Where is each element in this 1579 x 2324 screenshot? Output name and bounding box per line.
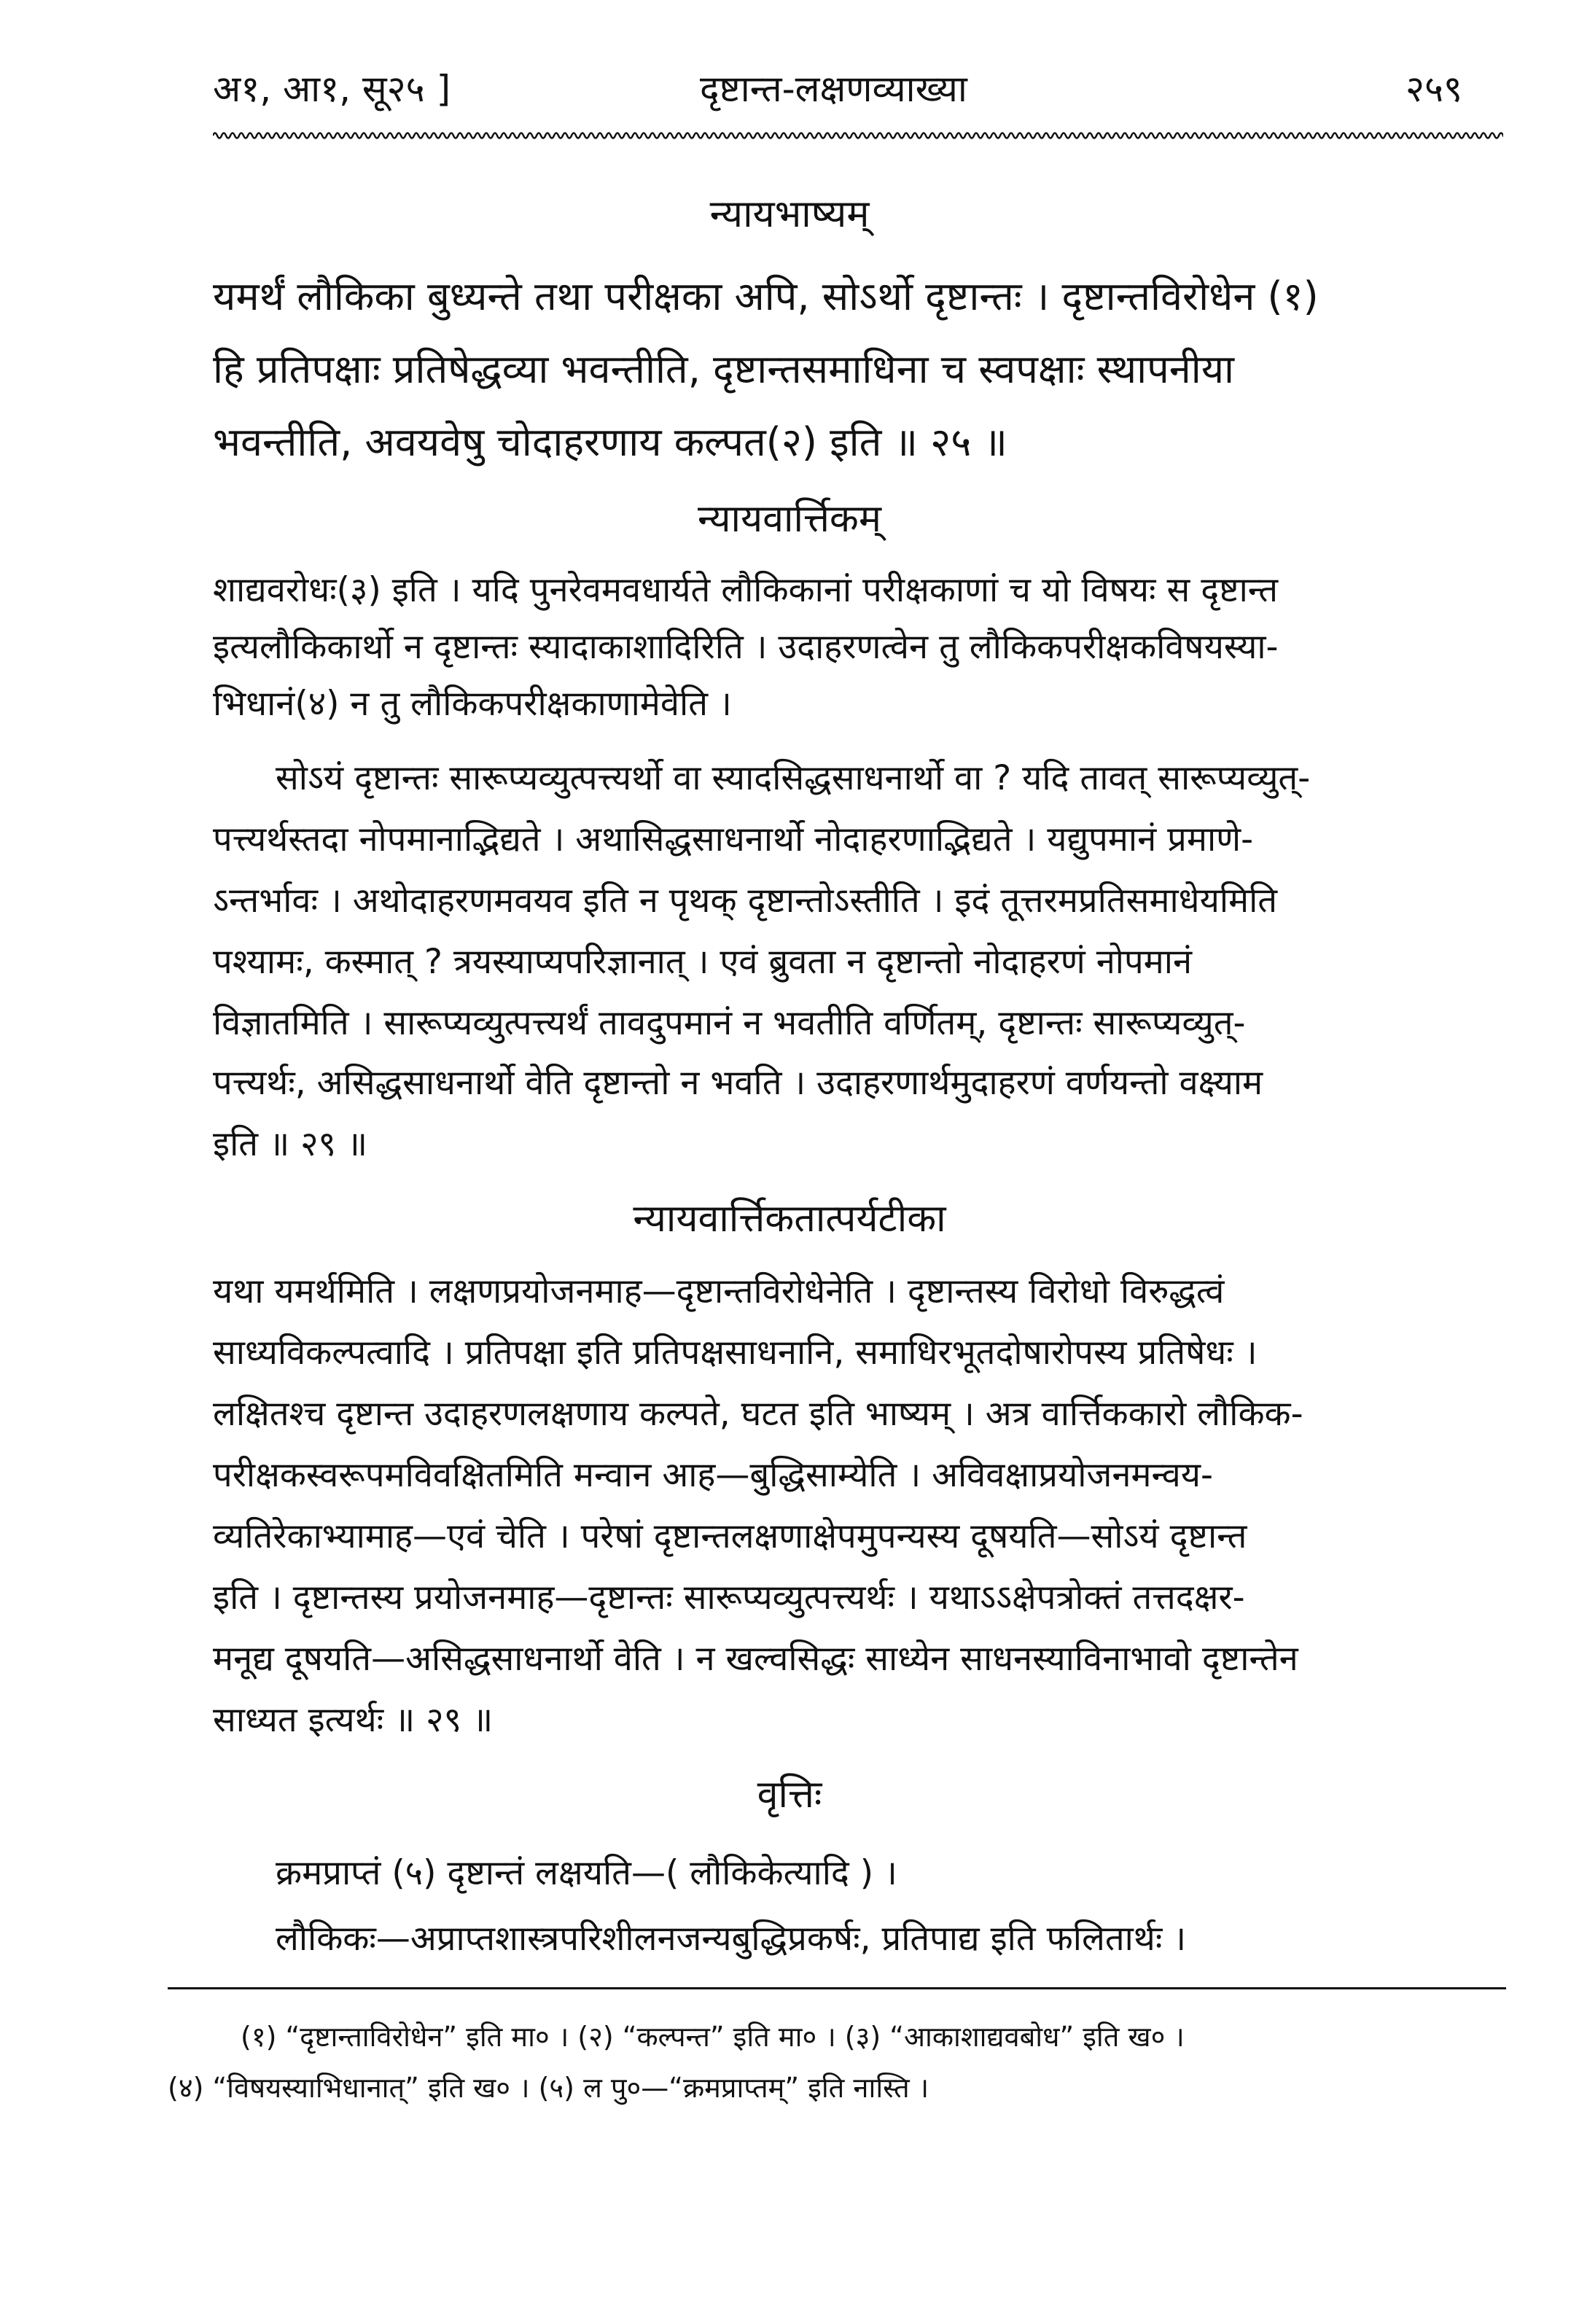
tika-line: साध्यविकल्पत्वादि । प्रतिपक्षा इति प्रतिपक्षसाधनानि, समाधिरभूतदोषारोपस्य प्रतिषेधः । [213, 1333, 1258, 1373]
bhashya-line: यमर्थं लौकिका बुध्यन्ते तथा परीक्षका अपि, सोऽर्थो दृष्टान्तः । दृष्टान्तविरोधेन (१) [213, 273, 1319, 319]
tika-line: व्यतिरेकाभ्यामाह—एवं चेति । परेषां दृष्टान्तलक्षणाक्षेपमुपन्यस्य दूषयति—सोऽयं दृष्टान्त [213, 1516, 1247, 1556]
vartika-line: पश्यामः, कस्मात् ? त्रयस्याप्यपरिज्ञानात् । एवं ब्रुवता न दृष्टान्तो नोदाहरणं नोपमानं [213, 942, 1193, 982]
tika-line: परीक्षकस्वरूपमविवक्षितमिति मन्वान आह—बुद्धिसाम्येति । अविवक्षाप्रयोजनमन्वय- [213, 1455, 1213, 1495]
vartika-line: भिधानं(४) न तु लौकिकपरीक्षकाणामेवेति । [213, 684, 732, 724]
vartika-line: शाद्यवरोधः(३) इति । यदि पुनरेवमवधार्यते लौकिकानां परीक्षकाणां च यो विषयः स दृष्टान्त [213, 570, 1279, 610]
bhashya-line: हि प्रतिपक्षाः प्रतिषेद्धव्या भवन्तीति, दृष्टान्तसमाधिना च स्वपक्षाः स्थापनीया [213, 346, 1235, 392]
tika-line: साध्यत इत्यर्थः ॥ २९ ॥ [213, 1700, 494, 1740]
header-reference: अ१, आ१, सू२५ ] [213, 68, 451, 110]
vartika-line: इति ॥ २९ ॥ [213, 1124, 368, 1164]
bhashya-heading: न्यायभाष्यम् [709, 192, 870, 236]
page-number: २५९ [1405, 68, 1462, 110]
vartika-line: सोऽयं दृष्टान्तः सारूप्यव्युत्पत्त्यर्थो वा स्यादसिद्धसाधनार्थो वा ? यदि तावत् सारूप्यव्युत्- [276, 758, 1311, 798]
vartika-line: पत्त्यर्थः, असिद्धसाधनार्थो वेति दृष्टान्तो न भवति । उदाहरणार्थमुदाहरणं वर्णयन्तो वक्ष्याम [213, 1063, 1263, 1103]
tika-line: इति । दृष्टान्तस्य प्रयोजनमाह—दृष्टान्तः सारूप्यव्युत्पत्त्यर्थः । यथाऽऽक्षेपत्रोक्तं तत्तदक्षर- [213, 1578, 1245, 1618]
footnote-line: (१) “दृष्टान्ताविरोधेन” इति मा० । (२) “कल्पन्त” इति मा० । (३) “आकाशाद्यवबोध” इति ख० । [241, 2021, 1185, 2053]
footnote-line: (४) “विषयस्याभिधानात्” इति ख० । (५) ल पु०—“क्रमप्राप्तम्” इति नास्ति । [168, 2072, 929, 2104]
vartika-heading: न्यायवार्त्तिकम् [698, 497, 881, 541]
tika-heading: न्यायवार्त्तिकतात्पर्यटीका [633, 1197, 946, 1241]
footnote-divider [168, 1987, 1506, 1989]
vritti-line: लौकिकः—अप्राप्तशास्त्रपरिशीलनजन्यबुद्धिप्रकर्षः, प्रतिपाद्य इति फलितार्थः । [276, 1919, 1187, 1959]
header-title: दृष्टान्त-लक्षणव्याख्या [700, 68, 967, 110]
tika-line: यथा यमर्थमिति । लक्षणप्रयोजनमाह—दृष्टान्तविरोधेनेति । दृष्टान्तस्य विरोधो विरुद्धत्वं [213, 1271, 1225, 1311]
vartika-line: पत्त्यर्थस्तदा नोपमानाद्भिद्यते । अथासिद्धसाधनार्थो नोदाहरणाद्भिद्यते । यद्युपमानं प्रमाणे- [213, 819, 1254, 859]
vartika-line: इत्यलौकिकार्थो न दृष्टान्तः स्यादाकाशादिरिति । उदाहरणत्वेन तु लौकिकपरीक्षकविषयस्या- [213, 627, 1279, 667]
header-wavy-rule [213, 128, 1503, 143]
tika-line: मनूद्य दूषयति—असिद्धसाधनार्थो वेति । न खल्वसिद्धः साध्येन साधनस्याविनाभावो दृष्टान्तेन [213, 1639, 1298, 1679]
tika-line: लक्षितश्च दृष्टान्त उदाहरणलक्षणाय कल्पते, घटत इति भाष्यम् । अत्र वार्त्तिककारो लौकिक- [213, 1394, 1303, 1434]
vritti-line: क्रमप्राप्तं (५) दृष्टान्तं लक्षयति—( लौकिकेत्यादि ) । [276, 1853, 897, 1893]
vritti-heading: वृत्तिः [757, 1773, 822, 1817]
vartika-line: ऽन्तर्भावः । अथोदाहरणमवयव इति न पृथक् दृष्टान्तोऽस्तीति । इदं तूत्तरमप्रतिसमाधेयमिति [213, 881, 1278, 921]
vartika-line: विज्ञातमिति । सारूप्यव्युत्पत्त्यर्थं तावदुपमानं न भवतीति वर्णितम्, दृष्टान्तः सारूप्यव्युत्- [213, 1003, 1246, 1043]
bhashya-line: भवन्तीति, अवयवेषु चोदाहरणाय कल्पत(२) इति ॥ २५ ॥ [213, 419, 1007, 465]
